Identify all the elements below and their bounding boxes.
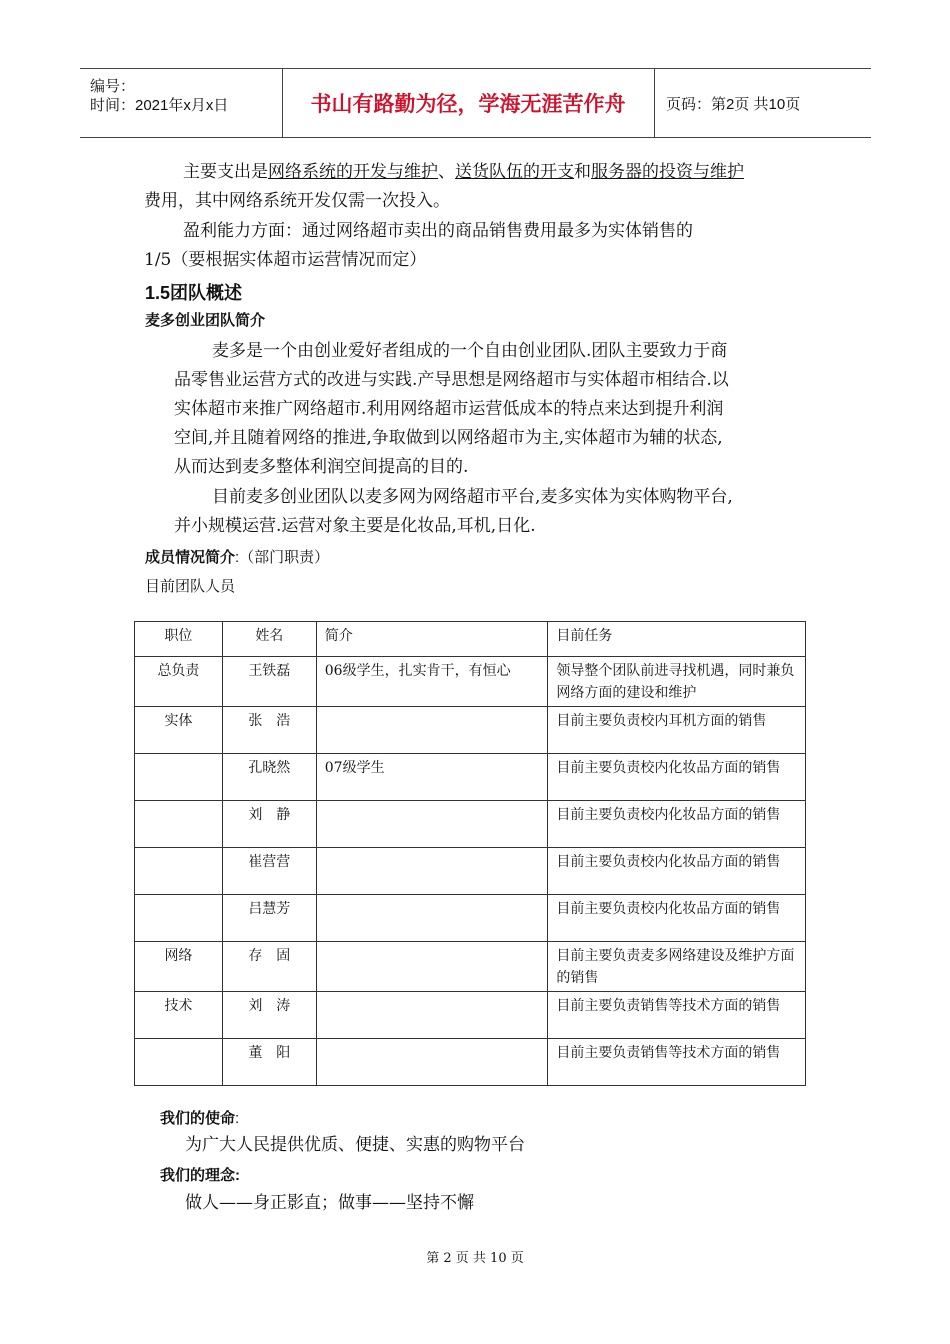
table-cell: 06级学生，扎实肯干，有恒心: [316, 657, 548, 707]
table-cell: [135, 848, 223, 895]
table-cell: [316, 942, 548, 992]
profit-line2: 1/5（要根据实体超市运营情况而定）: [144, 250, 427, 270]
header-motto: 书山有路勤为径，学海无涯苦作舟: [282, 69, 655, 137]
table-cell: 崔营营: [222, 848, 316, 895]
table-cell: [135, 754, 223, 801]
mission-text: 为广大人民提供优质、便捷、实惠的购物平台: [185, 1135, 525, 1155]
table-row: [135, 895, 806, 942]
table-header-cell: 职位: [135, 622, 223, 657]
table-cell: 王铁磊: [222, 657, 316, 707]
page-label: 页码：第2页 共10页: [666, 96, 801, 113]
table-cell: [135, 801, 223, 848]
table-cell: 总负责: [135, 657, 223, 707]
expense-line1: 主要支出是网络系统的开发与维护、送货队伍的开支和服务器的投资与维护: [183, 162, 744, 182]
table-cell: 网络: [135, 942, 223, 992]
intro-line: 空间,并且随着网络的推进,争取做到以网络超市为主,实体超市为辅的状态,: [174, 428, 723, 448]
team-label: 目前团队人员: [145, 578, 236, 595]
intro-line: 品零售业运营方式的改进与实践.产导思想是网络超市与实体超市相结合.以: [174, 370, 729, 390]
profit-line1: 盈利能力方面：通过网络超市卖出的商品销售费用最多为实体销售的: [183, 221, 693, 241]
team-table: [134, 621, 806, 1086]
table-cell: 目前主要负责校内耳机方面的销售: [548, 707, 806, 754]
table-cell: [316, 992, 548, 1039]
table-row: [135, 848, 806, 895]
table-header-row: [135, 622, 806, 657]
intro-line: 从而达到麦多整体利润空间提高的目的.: [174, 457, 469, 477]
page-header: [80, 68, 871, 138]
table-cell: [135, 1039, 223, 1086]
table-cell: 目前主要负责销售等技术方面的销售: [548, 1039, 806, 1086]
table-cell: 目前主要负责校内化妆品方面的销售: [548, 895, 806, 942]
expense-line2: 费用，其中网络系统开发仅需一次投入。: [144, 191, 450, 211]
table-row: [135, 754, 806, 801]
team-intro-title: 麦多创业团队简介: [145, 312, 266, 329]
page-footer: 第 2 页 共 10 页: [426, 1251, 524, 1266]
header-meta: [80, 69, 283, 137]
table-cell: 刘 静: [222, 801, 316, 848]
section-title: 1.5团队概述: [145, 283, 243, 303]
intro-line: 实体超市来推广网络超市.利用网络超市运营低成本的特点来达到提升利润: [174, 399, 724, 419]
table-row: [135, 801, 806, 848]
table-cell: 孔晓然: [222, 754, 316, 801]
table-cell: 刘 涛: [222, 992, 316, 1039]
table-cell: [316, 895, 548, 942]
intro-line: 麦多是一个由创业爱好者组成的一个自由创业团队.团队主要致力于商: [212, 341, 728, 361]
table-cell: 董 阳: [222, 1039, 316, 1086]
table-cell: 目前主要负责销售等技术方面的销售: [548, 992, 806, 1039]
table-cell: 存 固: [222, 942, 316, 992]
table-header-cell: 姓名: [222, 622, 316, 657]
table-row: [135, 657, 806, 707]
table-cell: [316, 801, 548, 848]
table-header-cell: 目前任务: [548, 622, 806, 657]
table-row: [135, 992, 806, 1039]
philosophy-text: 做人——身正影直；做事——坚持不懈: [185, 1193, 474, 1213]
table-cell: 张 浩: [222, 707, 316, 754]
table-row: [135, 707, 806, 754]
table-cell: [316, 1039, 548, 1086]
table-header-cell: 简介: [316, 622, 548, 657]
table-cell: 目前主要负责校内化妆品方面的销售: [548, 801, 806, 848]
table-cell: 目前主要负责校内化妆品方面的销售: [548, 848, 806, 895]
table-cell: 目前主要负责麦多网络建设及维护方面的销售: [548, 942, 806, 992]
table-row: [135, 1039, 806, 1086]
current-line: 目前麦多创业团队以麦多网为网络超市平台,麦多实体为实体购物平台,: [212, 487, 733, 507]
table-cell: 吕慧芳: [222, 895, 316, 942]
table-cell: 实体: [135, 707, 223, 754]
current-line: 并小规模运营.运营对象主要是化妆品,耳机,日化.: [174, 516, 536, 536]
time-label: 时间：2021年x月x日: [90, 97, 229, 114]
table-cell: 领导整个团队前进寻找机遇，同时兼负网络方面的建设和维护: [548, 657, 806, 707]
mission-title: 我们的使命:: [160, 1110, 240, 1127]
philosophy-title: 我们的理念:: [160, 1167, 240, 1184]
table-cell: [135, 895, 223, 942]
number-label: 编号：: [90, 78, 136, 95]
members-title: 成员情况简介:（部门职责）: [145, 549, 330, 566]
expense-u3: 服务器的投资与维护: [591, 162, 744, 182]
table-row: [135, 942, 806, 992]
table-cell: [316, 848, 548, 895]
table-cell: 技术: [135, 992, 223, 1039]
table-cell: 07级学生: [316, 754, 548, 801]
table-cell: 目前主要负责校内化妆品方面的销售: [548, 754, 806, 801]
table-cell: [316, 707, 548, 754]
